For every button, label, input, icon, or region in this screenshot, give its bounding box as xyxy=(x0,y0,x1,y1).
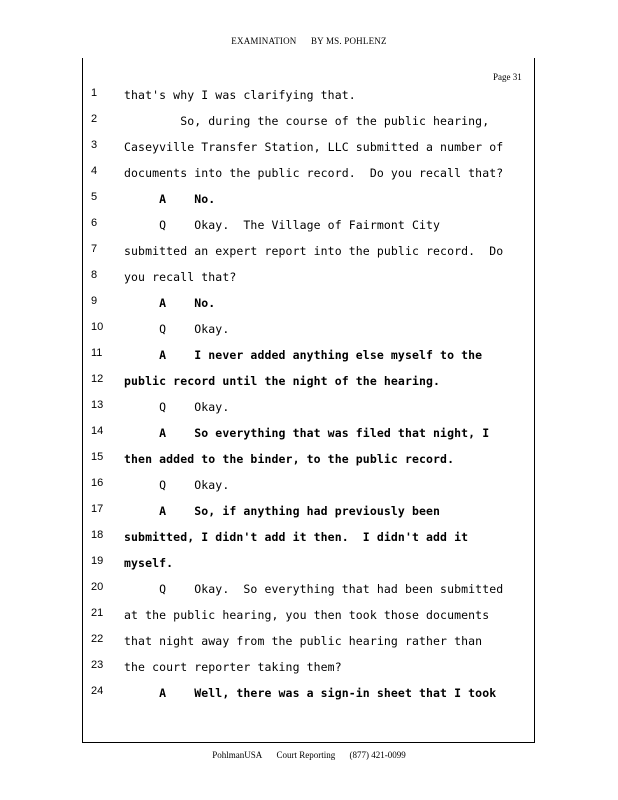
transcript-line: then added to the binder, to the public record. xyxy=(124,452,455,466)
line-number: 10 xyxy=(91,321,104,333)
transcript-line: Q Okay. xyxy=(124,400,230,414)
line-number: 5 xyxy=(91,191,98,203)
header-title: EXAMINATION xyxy=(231,36,297,46)
transcript-line: public record until the night of the hearing. xyxy=(124,374,441,388)
transcript-line: A Well, there was a sign-in sheet that I took xyxy=(124,686,497,700)
transcript-line: Q Okay. So everything that had been submitted xyxy=(124,582,504,596)
transcript-line: documents into the public record. Do you recall that? xyxy=(124,166,504,180)
page-footer xyxy=(0,750,618,760)
footer-service: Court Reporting xyxy=(276,750,336,760)
line-number: 2 xyxy=(91,113,98,125)
line-number: 24 xyxy=(91,685,104,697)
transcript-line: the court reporter taking them? xyxy=(124,660,342,674)
line-number: 16 xyxy=(91,477,104,489)
transcript-line: A No. xyxy=(124,296,216,310)
transcript-line: myself. xyxy=(124,556,174,570)
line-number: 11 xyxy=(91,347,103,359)
footer-phone: (877) 421-0099 xyxy=(349,750,406,760)
transcript-line: Q Okay. xyxy=(124,322,230,336)
transcript-line: submitted, I didn't add it then. I didn't add it xyxy=(124,530,469,544)
transcript-line: A No. xyxy=(124,192,216,206)
transcript-line: Q Okay. The Village of Fairmont City xyxy=(124,218,441,232)
line-number: 23 xyxy=(91,659,104,671)
transcript-line: A So, if anything had previously been xyxy=(124,504,441,518)
line-number: 6 xyxy=(91,217,98,229)
line-number: 18 xyxy=(91,529,104,541)
line-number: 20 xyxy=(91,581,104,593)
line-number: 8 xyxy=(91,269,98,281)
line-number: 13 xyxy=(91,399,104,411)
line-number: 14 xyxy=(91,425,104,437)
transcript-line: at the public hearing, you then took those documents xyxy=(124,608,490,622)
line-number: 3 xyxy=(91,139,98,151)
line-number: 1 xyxy=(91,87,98,99)
transcript-line: submitted an expert report into the public record. Do xyxy=(124,244,504,258)
page-header xyxy=(0,36,618,46)
transcript-line: A So everything that was filed that night, I xyxy=(124,426,490,440)
page-number: Page 31 xyxy=(493,72,522,82)
line-number: 12 xyxy=(91,373,104,385)
transcript-line: that night away from the public hearing rather than xyxy=(124,634,483,648)
line-number: 7 xyxy=(91,243,98,255)
line-number: 22 xyxy=(91,633,104,645)
line-number: 17 xyxy=(91,503,104,515)
transcript-line: Q Okay. xyxy=(124,478,230,492)
header-examiner: BY MS. POHLENZ xyxy=(310,36,387,46)
transcript-line: So, during the course of the public hearing, xyxy=(124,114,490,128)
line-number: 19 xyxy=(91,555,104,567)
transcript-line: that's why I was clarifying that. xyxy=(124,88,356,102)
line-number: 4 xyxy=(91,165,98,177)
transcript-line: you recall that? xyxy=(124,270,237,284)
transcript-line: A I never added anything else myself to the xyxy=(124,348,483,362)
line-number: 21 xyxy=(91,607,104,619)
line-number: 15 xyxy=(91,451,104,463)
transcript-line: Caseyville Transfer Station, LLC submitted a number of xyxy=(124,140,504,154)
line-number: 9 xyxy=(91,295,98,307)
footer-company: PohlmanUSA xyxy=(212,750,263,760)
